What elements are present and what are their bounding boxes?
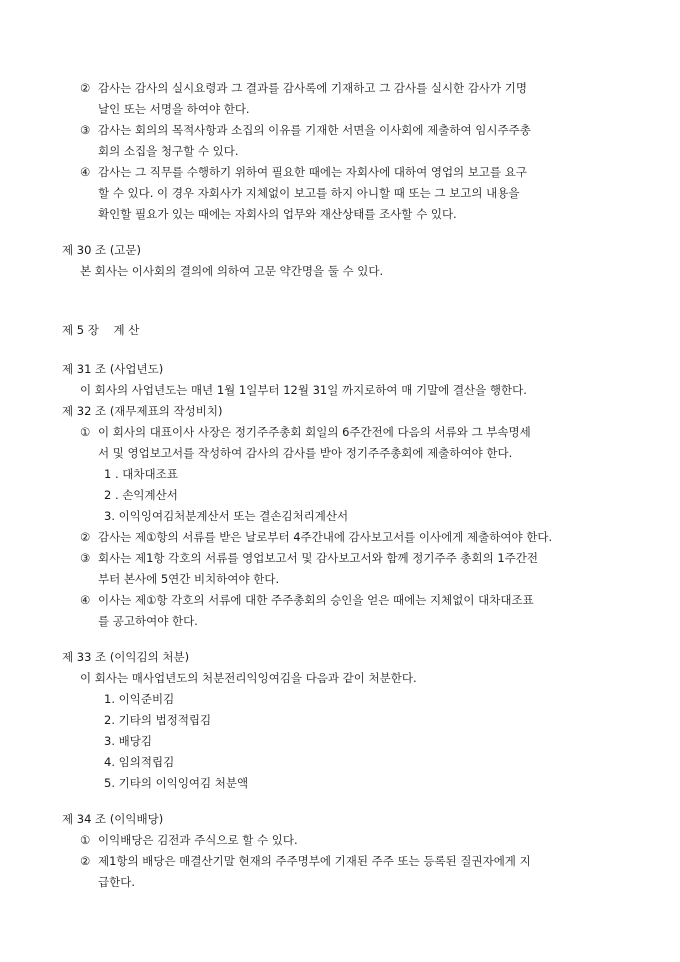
art34-item2-line1: ② 제1항의 배당은 매결산기말 현재의 주주명부에 기재된 주주 또는 등록된 질권자에게 지 xyxy=(80,851,531,872)
art29-item2-line1: ② 감사는 감사의 실시요령과 그 결과를 감사록에 기재하고 그 감사를 실시한 감사가 기명 xyxy=(80,78,527,99)
art32-item3-line1: ③ 회사는 제1항 각호의 서류를 영업보고서 및 감사보고서와 함께 정기주주 총회의 1주간전 xyxy=(80,548,538,569)
art29-item4-line2: 할 수 있다. 이 경우 자회사가 지체없이 보고를 하지 아니할 때 또는 그 보고의 내용을 xyxy=(98,186,520,200)
art32-sub-3: 3. 이익잉여김처분계산서 또는 결손김처리계산서 xyxy=(104,509,349,523)
art32-sub-1: 1 . 대차대조표 xyxy=(104,467,178,481)
art33-heading: 제 33 조 (이익김의 처분) xyxy=(62,650,190,664)
art34-item1-line1: ① 이익배당은 김전과 주식으로 할 수 있다. xyxy=(80,830,298,851)
art32-item2-marker: ② xyxy=(80,530,91,544)
chapter5-heading: 제 5 장 계 산 xyxy=(62,323,140,337)
art34-item2-line2: 급한다. xyxy=(98,875,135,889)
art32-item4-marker: ④ xyxy=(80,593,91,607)
art29-item2-marker: ② xyxy=(80,81,91,95)
art32-heading: 제 32 조 (재무제표의 작성비치) xyxy=(62,404,223,418)
art29-item4-line1: ④ 감사는 그 직무를 수행하기 위하여 필요한 때에는 자회사에 대하여 영업의 보고를 요구 xyxy=(80,162,527,183)
art32-item1-line2: 서 및 영업보고서를 작성하여 감사의 감사를 받아 정기주주총회에 제출하여야 한다. xyxy=(98,446,513,460)
art32-item4-line2: 를 공고하여야 한다. xyxy=(98,614,198,628)
art33-sub-1: 1. 이익준비김 xyxy=(104,692,175,706)
art31-heading: 제 31 조 (사업년도) xyxy=(62,362,164,376)
art29-item3-line2: 회의 소집을 청구할 수 있다. xyxy=(98,144,239,158)
art32-sub-2: 2 . 손익계산서 xyxy=(104,488,178,502)
art32-item3-line2: 부터 본사에 5연간 비치하여야 한다. xyxy=(98,572,280,586)
art33-sub-4: 4. 임의적립김 xyxy=(104,755,175,769)
art30-heading: 제 30 조 (고문) xyxy=(62,243,142,257)
art32-item3-marker: ③ xyxy=(80,551,91,565)
art29-item3-line1: ③ 감사는 회의의 목적사항과 소집의 이유를 기재한 서면을 이사회에 제출하여 임시주주총 xyxy=(80,120,531,141)
art32-item2-line1: ② 감사는 제①항의 서류를 받은 날로부터 4주간내에 감사보고서를 이사에게 제출하여야 한다. xyxy=(80,527,552,548)
art34-item2-marker: ② xyxy=(80,854,91,868)
art33-body: 이 회사는 매사업년도의 처분전리익잉여김을 다음과 같이 처분한다. xyxy=(80,671,417,685)
art34-heading: 제 34 조 (이익배당) xyxy=(62,812,164,826)
art29-item3-marker: ③ xyxy=(80,123,91,137)
art32-item1-line1: ① 이 회사의 대표이사 사장은 정기주주총회 회일의 6주간전에 다음의 서류와 그 부속명세 xyxy=(80,422,531,443)
art33-sub-2: 2. 기타의 법정적립김 xyxy=(104,713,212,727)
art29-item4-line3: 확인할 필요가 있는 때에는 자회사의 업무와 재산상태를 조사할 수 있다. xyxy=(98,207,457,221)
art32-item4-line1: ④ 이사는 제①항 각호의 서류에 대한 주주총회의 승인을 얻은 때에는 지체없이 대차대조표 xyxy=(80,590,534,611)
art32-item1-marker: ① xyxy=(80,425,91,439)
art33-sub-3: 3. 배당김 xyxy=(104,734,152,748)
art31-body: 이 회사의 사업년도는 매년 1월 1일부터 12월 31일 까지로하여 매 기말에 결산을 행한다. xyxy=(80,383,527,397)
art34-item1-marker: ① xyxy=(80,833,91,847)
art29-item4-marker: ④ xyxy=(80,165,91,179)
art30-body: 본 회사는 이사회의 결의에 의하여 고문 약간명을 둘 수 있다. xyxy=(80,264,384,278)
art33-sub-5: 5. 기타의 이익잉여김 처분액 xyxy=(104,776,249,790)
art29-item2-line2: 날인 또는 서명을 하여야 한다. xyxy=(98,102,250,116)
